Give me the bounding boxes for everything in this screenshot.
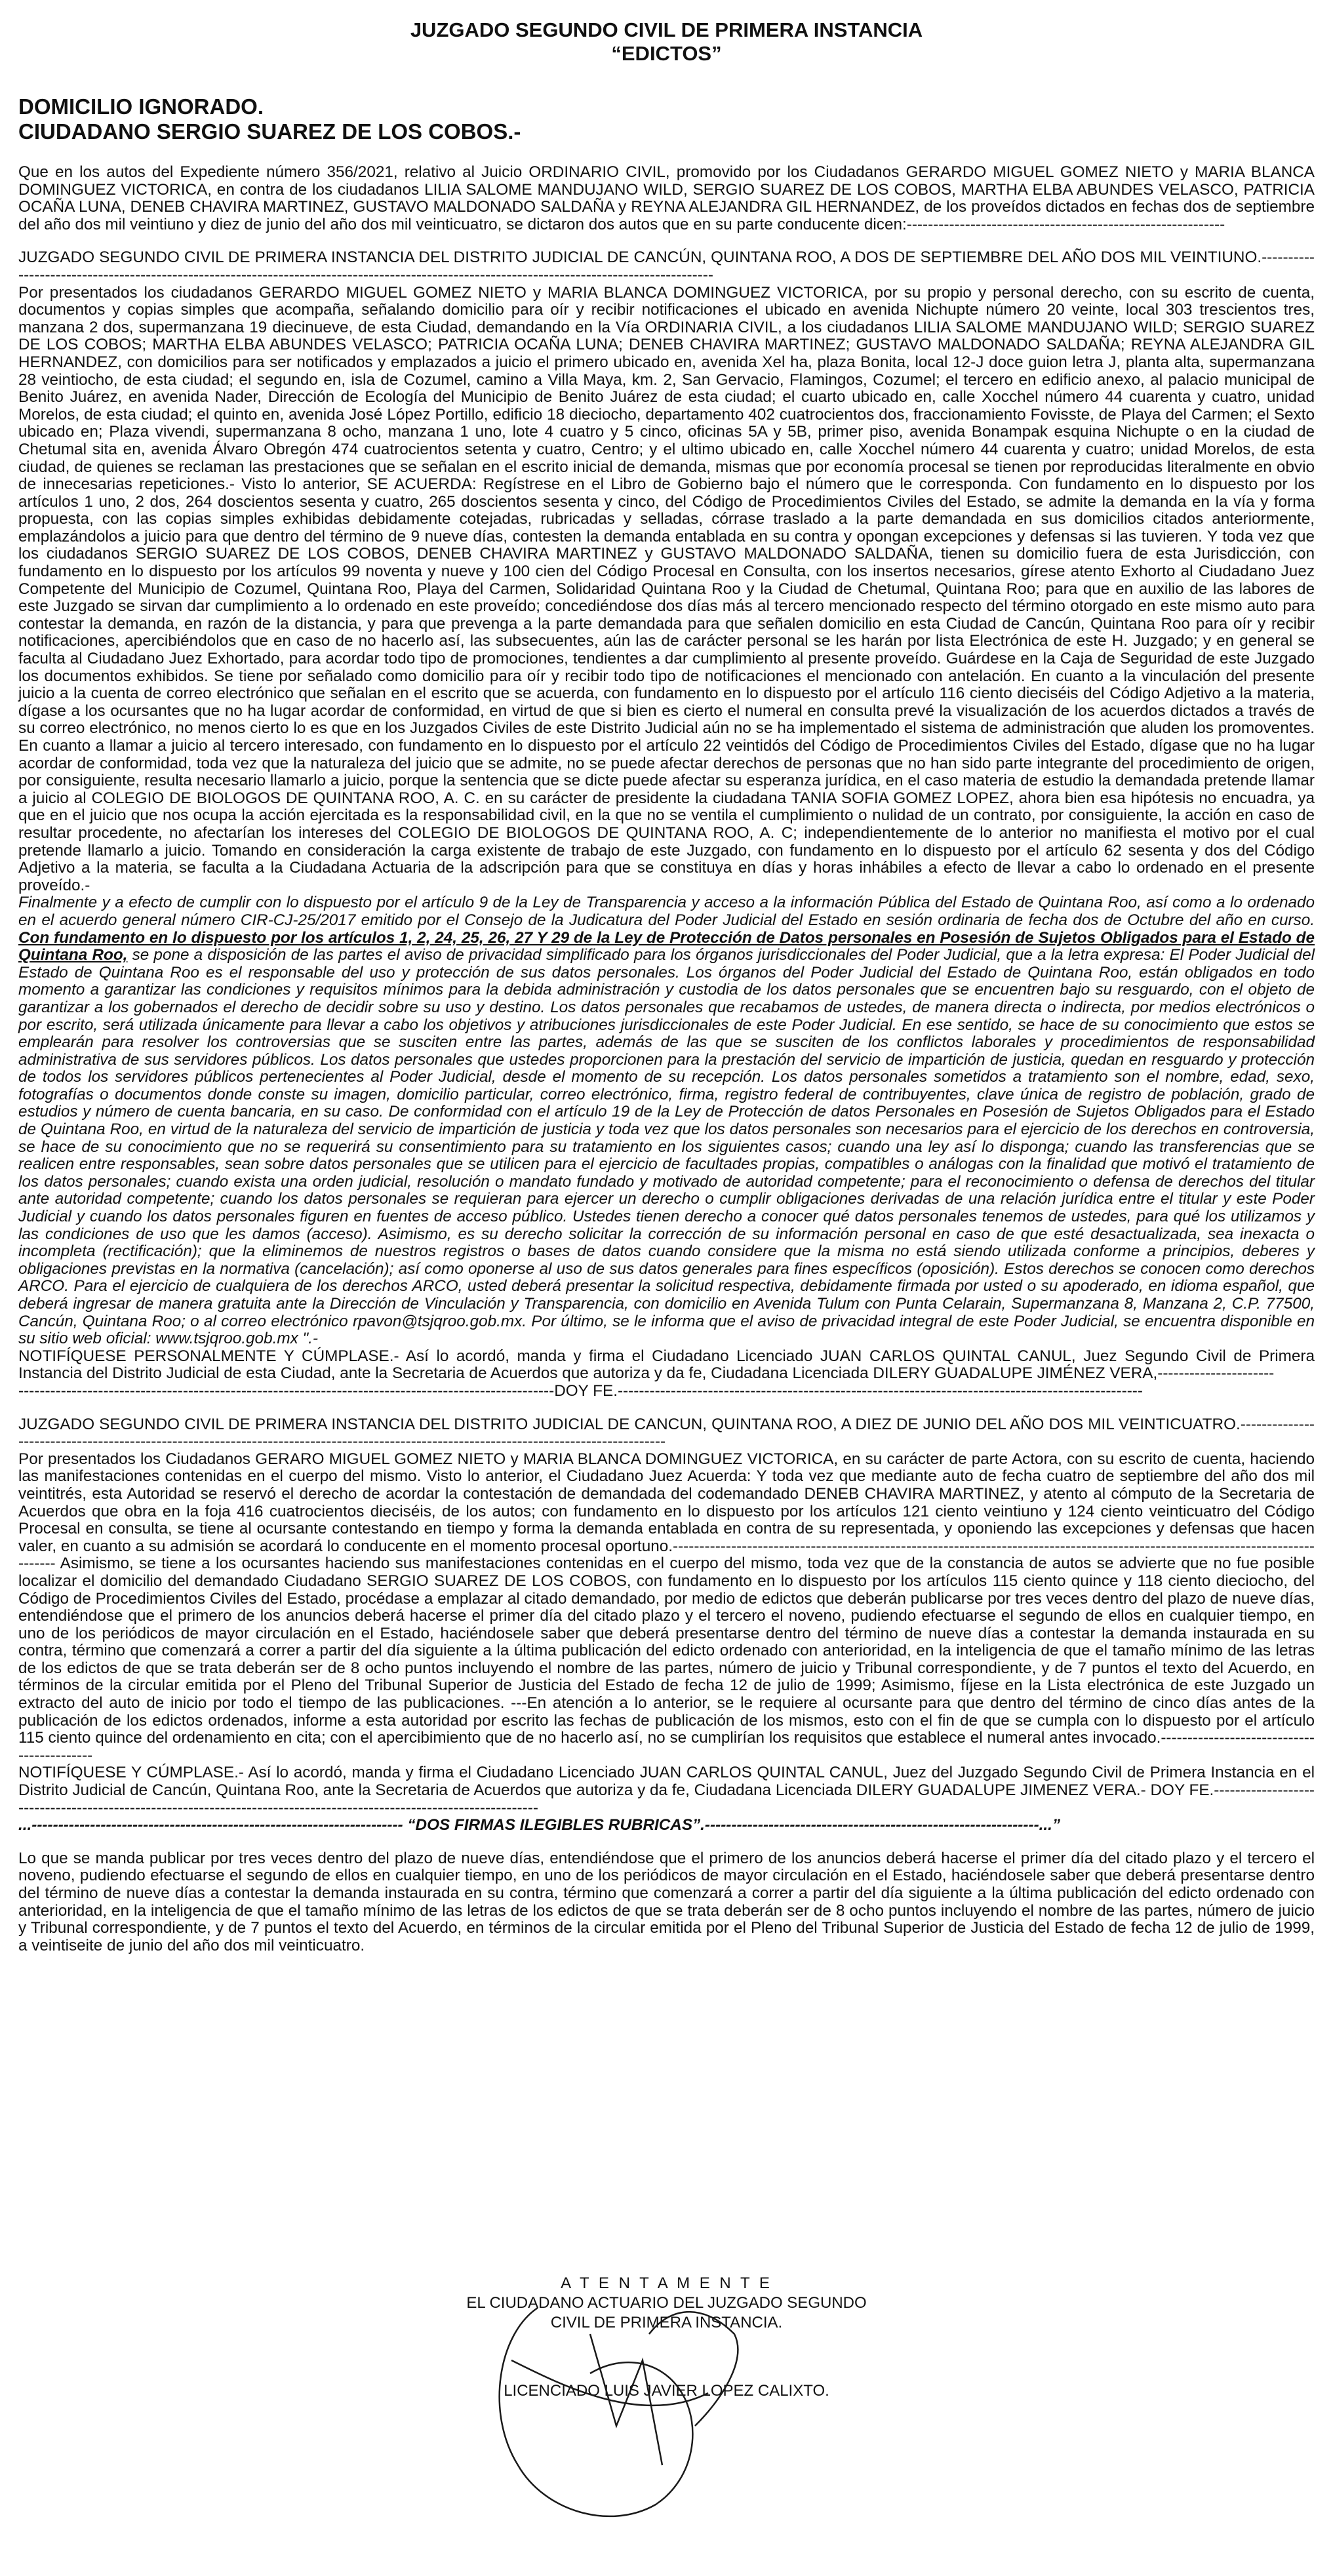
privacy-law: Con fundamento en lo dispuesto por los artículos 1, 2, 24, 25, 26, 27 Y 29 de la Ley de Protección de Datos personales en Posesión de Sujetos Obligados para el Estado de Quintana Roo, (18, 928, 1315, 964)
auto1-heading: JUZGADO SEGUNDO CIVIL DE PRIMERA INSTANCIA DEL DISTRITO JUDICIAL DE CANCÚN, QUINTANA ROO, A DOS DE SEPTIEMBRE DEL AÑO DOS MIL VEINTIUNO.--------------------------------------------------------------------------------------------------------------------------------------------- (18, 248, 1315, 284)
auto1-doy-fe: -----------------------------------------------------------------------------------------------------DOY FE.--------------------------------------------------------------------------------------------------- (18, 1382, 1143, 1400)
signature-name: LICENCIADO LUIS JAVIER LOPEZ CALIXTO. (504, 2382, 829, 2400)
auto2-heading: JUZGADO SEGUNDO CIVIL DE PRIMERA INSTANCIA DEL DISTRITO JUDICIAL DE CANCUN, QUINTANA ROO, A DIEZ DE JUNIO DEL AÑO DOS MIL VEINTICUATRO.---------------------------------------------------------------------------------------------------------------------------------------- (18, 1415, 1315, 1451)
signature-title-line1: EL CIUDADANO ACTUARIO DEL JUZGADO SEGUNDO (466, 2294, 867, 2312)
signature-atentamente: A T E N T A M E N T E (561, 2274, 772, 2292)
auto1-closing: NOTIFÍQUESE PERSONALMENTE Y CÚMPLASE.- Así lo acordó, manda y firma el Ciudadano Licenciado JUAN CARLOS QUINTAL CANUL, Juez Segundo Civil de Primera Instancia del Distrito Judicial de esta Ciudad, ante la Secretaria de Acuerdos que autoriza y da fe, Ciudadana Licenciada DILERY GUADALUPE JIMÉNEZ VERA,---------------------- (18, 1347, 1315, 1383)
auto2-body: Por presentados los Ciudadanos GERARO MIGUEL GOMEZ NIETO y MARIA BLANCA DOMINGUEZ VICTORICA, en su carácter de parte Actora, con su escrito de cuenta, haciendo las manifestaciones contenidas en el cuerpo del mismo. Visto lo anterior, el Ciudadano Juez Acuerda: Y toda vez que mediante auto de fecha cuatro de septiembre del año dos mil veintitrés, esta Autoridad se reservó el derecho de acordar la contestación de demandada del codemandado DENEB CHAVIRA MARTINEZ, y atento al cómputo de la Secretaria de Acuerdos que obra en la foja 416 cuatrocientos dieciséis, de los autos; con fundamento en lo dispuesto por los artículos 121 ciento veintiuno y 124 ciento veinticuatro del Código Procesal en consulta, se tiene al ocursante contestando en tiempo y forma la demanda entablada en contra de su representada, y oponiendo las excepciones y defensas que hacen valer, en cuanto a su admisión se acordará lo conducente en el momento procesal oportuno.-------------------------------------------------------------------------------------------------------------------------------- Asimismo, se tiene a los ocursantes haciendo sus manifestaciones contenidas en el cuerpo del mismo, toda vez que de la constancia de autos se advierte que no fue posible localizar el domicilio del demandado Ciudadano SERGIO SUAREZ DE LOS COBOS, con fundamento en lo dispuesto por los artículos 115 ciento quince y 118 ciento dieciocho, del Código de Procedimientos Civiles del Estado, procédase a emplazar al citado demandado, por medio de edictos que deberán publicarse por tres veces dentro del plazo de nueve días, entendiéndose que el primero de los anuncios deberá hacerse el primer día del citado plazo y el tercero el noveno, pudiendo efectuarse el segundo de ellos en cualquier tiempo, en uno de los periódicos de mayor circulación en el Estado, haciéndosele saber que deberá presentarse dentro del término de nueve días a contestar la demanda instaurada en su contra, término que comenzará a correr a partir del día siguiente a la última publicación del edicto ordenado con anterioridad, en la inteligencia de que el tamaño mínimo de las letras de los edictos de que se trata deberán ser de 8 ocho puntos incluyendo el nombre de las partes, número de juicio y Tribunal correspondiente, y de 7 puntos el texto del Acuerdo, en términos de la circular emitida por el Pleno del Tribunal Superior de Justicia del Estado de fecha 12 de julio de 1999; Asimismo, fíjese en la Lista electrónica de este Juzgado un extracto del auto de inicio por todo el tiempo de las publicaciones. ---En atención a lo anterior, se le requiere al ocursante para que dentro del término de cinco días antes de la publicación de los edictos ordenados, informe a esta autoridad por escrito las fechas de publicación de los mismos, esto con el fin de que se cumpla con lo dispuesto por el artículo 115 ciento quince del ordenamiento en cita; con el apercibimiento que de no hacerlo así, no se cumplirían los requisitos que establece el numeral antes invocado.------------------------------------------- (18, 1450, 1315, 1764)
auto2-closing: NOTIFÍQUESE Y CÚMPLASE.- Así lo acordó, manda y firma el Ciudadano Licenciado JUAN CARLOS QUINTAL CANUL, Juez del Juzgado Segundo Civil de Primera Instancia en el Distrito Judicial de Cancún, Quintana Roo, ante la Secretaria de Acuerdos que autoriza y da fe, Ciudadana Licenciada DILERY GUADALUPE JIMENEZ VERA.- DOY FE.--------------------------------------------------------------------------------------------------------------------- (18, 1764, 1315, 1817)
auto1-body: Por presentados los ciudadanos GERARDO MIGUEL GOMEZ NIETO y MARIA BLANCA DOMINGUEZ VICTORICA, por su propio y personal derecho, con su escrito de cuenta, documentos y copias simples que acompaña, señalando domicilio para oír y recibir notificaciones el ubicado en avenida Nichupte número 20 veinte, local 303 trescientos tres, manzana 2 dos, supermanzana 19 diecinueve, de esta Ciudad, demandando en la Vía ORDINARIA CIVIL, a los ciudadanos LILIA SALOME MANDUJANO WILD; SERGIO SUAREZ DE LOS COBOS; MARTHA ELBA ABUNDES VELASCO; PATRICIA OCAÑA LUNA; DENEB CHAVIRA MARTINEZ; GUSTAVO MALDONADO SALDAÑA; REYNA ALEJANDRA GIL HERNANDEZ, con domicilios para ser notificados y emplazados a juicio el primero ubicado en, avenida Xel ha, plaza Bonita, local 12-J doce guion letra J, planta alta, supermanzana 28 veintiocho, de esta ciudad; el segundo en, isla de Cozumel, camino a Villa Maya, km. 2, San Gervacio, Flamingos, Cozumel; el tercero en edificio anexo, al palacio municipal de Benito Juárez, en avenida Nader, Dirección de Ecología del Municipio de Benito Juárez de esta ciudad; el cuarto ubicado en, calle Xocchel número 44 cuarenta y cuatro, unidad Morelos, de esta ciudad; el quinto en, avenida José López Portillo, edificio 18 dieciocho, departamento 402 cuatrocientos dos, fraccionamiento Fovisste, de Playa del Carmen; el Sexto ubicado en; Plaza vivendi, supermanzana 8 ocho, manzana 1 uno, lote 4 cuatro y 5 cinco, oficinas 5A y 5B, primer piso, avenida Bonampak esquina Nichupte o en la ciudad de Chetumal sita en, avenida Álvaro Obregón 474 cuatrocientos setenta y cuatro, Centro; y el ultimo ubicado en, calle Xocchel número 44 cuarenta y cuatro; unidad Morelos, de esta ciudad, de quienes se reclaman las prestaciones que se señalan en el escrito inicial de demanda, mismas que por economía procesal se tienen por reproducidas literalmente en obvio de innecesarias repeticiones.- Visto lo anterior, SE ACUERDA: Regístrese en el Libro de Gobierno bajo el número que le corresponda. Con fundamento en lo dispuesto por los artículos 1 uno, 2 dos, 264 doscientos sesenta y cuatro, 265 doscientos sesenta y cinco, del Código de Procedimientos Civiles del Estado, se admite la demanda en la vía y forma propuesta, con las copias simples exhibidas debidamente cotejadas, rubricadas y selladas, córrase traslado a la parte demandada en sus domicilios citados anteriormente, emplazándolos a juicio para que dentro del término de 9 nueve días, contesten la demanda entablada en su contra y opongan excepciones y defensas si las tuvieren. Y toda vez que los ciudadanos SERGIO SUAREZ DE LOS COBOS, DENEB CHAVIRA MARTINEZ y GUSTAVO MALDONADO SALDAÑA, tienen su domicilio fuera de esta Jurisdicción, con fundamento en lo dispuesto por los artículos 99 noventa y nueve y 100 cien del Código Procesal en Consulta, con los insertos necesarios, gírese atento Exhorto al Ciudadano Juez Competente del Municipio de Cozumel, Quintana Roo, Playa del Carmen, Solidaridad Quintana Roo y la Ciudad de Chetumal, Quintana Roo; para que en auxilio de las labores de este Juzgado se sirvan dar cumplimiento a lo ordenado en este proveído; concediéndose dos días más al tercero mencionado respecto del término otorgado en este mismo auto para contestar la demanda, en razón de la distancia, y para que prevenga a la parte demandada para que señalen domicilio en esta Ciudad de Cancún, Quintana Roo para oír y recibir notificaciones, apercibiéndolos que en caso de no hacerlo así, las subsecuentes, aún las de carácter personal se les harán por lista Electrónica de este H. Juzgado; y en general se faculta al Ciudadano Juez Exhortado, para acordar todo tipo de promociones, tendientes a dar cumplimiento al presente proveído. Guárdese en la Caja de Seguridad de este Juzgado los documentos exhibidos. Se tiene por señalado como domicilio para oír y recibir todo tipo de notificaciones el mencionado con antelación. En cuanto a la vinculación del presente juicio a la cuenta de correo electrónico que señalan en el escrito que se acuerda, con fundamento en lo dispuesto por el artículo 116 ciento dieciséis del Código Adjetivo a la materia, dígase a los ocursantes que no ha lugar acordar de conformidad, en virtud de que si bien es cierto el numeral en consulta prevé la visualización de los acuerdos dictados a través de su correo electrónico, no menos cierto lo es que en los Juzgados Civiles de este Distrito Judicial aún no se ha implementado el sistema de administración que aluden los promoventes. En cuanto a llamar a juicio al tercero interesado, con fundamento en lo dispuesto por el artículo 22 veintidós del Código de Procedimientos Civiles del Estado, dígase que no ha lugar acordar de conformidad, toda vez que la naturaleza del juicio que se admite, no se puede afectar derechos de personas que no han sido parte integrante del procedimiento de origen, por consiguiente, resulta necesario llamarlo a juicio, porque la sentencia que se dicte puede afectar su esperanza jurídica, en el caso materia de estudio la demandada pretende llamar a juicio al COLEGIO DE BIOLOGOS DE QUINTANA ROO, A. C. en su carácter de presidente la ciudadana TANIA SOFIA GOMEZ LOPEZ, ahora bien esa hipótesis no encuadra, ya que en el juicio que nos ocupa la acción ejercitada es la responsabilidad civil, en la que no se ventila el cumplimiento o nulidad de un contrato, por consiguiente, la acción en caso de resultar procedente, no afectarían los intereses del COLEGIO DE BIOLOGOS DE QUINTANA ROO, A. C; independientemente de lo anterior no manifiesta el motivo por el cual pretende llamarlo a juicio. Tomando en consideración la carga existente de trabajo de este Juzgado, con fundamento en lo dispuesto por el artículo 62 sesenta y dos del Código Adjetivo a la materia, se faculta a la Ciudadana Actuaria de la adscripción para que se constituya en días y horas inhábiles a efecto de llevar a cabo lo ordenado en el presente proveído.- (18, 283, 1315, 894)
publication-paragraph: Lo que se manda publicar por tres veces dentro del plazo de nueve días, entendiéndose que el primero de los anuncios deberá hacerse el primer día del citado plazo y el tercero el noveno, pudiendo efectuarse el segundo de ellos en cualquier tiempo, en uno de los periódicos de mayor circulación en el Estado, haciéndosele saber que deberá presentarse dentro del término de nueve días a contestar la demanda instaurada en su contra, término que comenzará a correr a partir del día siguiente a la última publicación del edicto ordenado con anterioridad, en la inteligencia de que el tamaño mínimo de las letras de los edictos de que se trata deberán ser de 8 ocho puntos incluyendo el nombre de las partes, número de juicio y Tribunal correspondiente, y de 7 puntos el texto del Acuerdo, en términos de la circular emitida por el Pleno del Tribunal Superior de Justicia del Estado de fecha 12 de julio de 1999, a veintiseite de junio del año dos mil veinticuatro. (18, 1849, 1315, 1954)
addressee-name: CIUDADANO SERGIO SUAREZ DE LOS COBOS.- (18, 119, 521, 144)
privacy-notice: se pone a disposición de las partes el aviso de privacidad simplificado para los órganos jurisdiccionales del Poder Judicial, que a la letra expresa: El Poder Judicial del Estado de Quintana Roo es el responsable del uso y protección de sus datos personales. Los órganos del Poder Judicial del Estado de Quintana Roo, están obligados en todo momento a garantizar las condiciones y requisitos mínimos para la debida administración y custodia de los datos personales que se encuentren bajo su resguardo, con el objeto de garantizar a los gobernados el derecho de decidir sobre su uso y destino. Los datos personales que recabamos de ustedes, de manera directa o indirecta, por medios electrónicos o por escrito, será utilizada únicamente para llevar a cabo los objetivos y atribuciones jurisdiccionales de este Poder Judicial. En ese sentido, se hace de su conocimiento que estos se emplearán para resolver los controversias que se susciten entre las partes, además de las que se susciten de los conflictos laborales y procedimientos de responsabilidad administrativa de sus servidores públicos. Los datos personales que ustedes proporcionen para la prestación del servicio de impartición de justicia, quedan en resguardo y protección de todos los servidores públicos pertenecientes al Poder Judicial, desde el momento de su recepción. Los datos personales sometidos a tratamiento son el nombre, edad, sexo, fotografías o documentos donde conste su imagen, domicilio particular, correo electrónico, firma, registro federal de contribuyentes, clave única de registro de población, grado de estudios y número de cuenta bancaria, en su caso. De conformidad con el artículo 19 de la Ley de Protección de datos Personales en Posesión de Sujetos Obligados para el Estado de Quintana Roo, en virtud de la naturaleza del servicio de impartición de justicia y toda vez que los datos personales son necesarios para el ejercicio de los derechos en controversia, se hace de su conocimiento que no se requerirá su consentimiento para su tratamiento en los siguientes casos; cuando una ley así lo disponga; cuando las transferencias que se realicen entre responsables, sean sobre datos personales que se utilicen para el ejercicio de facultades propias, compatibles o análogas con la finalidad que motivó el tratamiento de los datos personales; cuando exista una orden judicial, resolución o mandato fundado y motivado de autoridad competente; para el reconocimiento o defensa de derechos del titular ante autoridad competente; cuando los datos personales se requieran para ejercer un derecho o cumplir obligaciones derivadas de una relación jurídica entre el titular y este Poder Judicial y cuando los datos personales figuren en fuentes de acceso público. Ustedes tienen derecho a conocer qué datos personales tenemos de ustedes, para qué los utilizamos y las condiciones de uso que les damos (acceso). Asimismo, es su derecho solicitar la corrección de su información personal en caso de que esté desactualizada, sea inexacta o incompleta (rectificación); que la eliminemos de nuestros registros o bases de datos cuando considere que la misma no está siendo utilizada conforme a principios, deberes y obligaciones previstas en la normativa (cancelación); así como oponerse al uso de sus datos generales para fines específicos (oposición). Estos derechos se conocen como derechos ARCO. Para el ejercicio de cualquiera de los derechos ARCO, usted deberá presentar la solicitud respectiva, debidamente firmada por usted o su apoderado, en idioma español, que deberá ingresar de manera gratuita ante la Dirección de Vinculación y Transparencia, con domicilio en Avenida Tulum con Punta Celarain, Supermanzana 8, Manzana 2, C.P. 77500, Cancún, Quintana Roo; o al correo electrónico rpavon@tsjqroo.gob.mx. Por último, se le informa que el aviso de privacidad integral de este Poder Judicial, se encuentra disponible en su sitio web oficial: www.tsjqroo.gob.mx ".- (18, 946, 1315, 1348)
signature-title-line2: CIVIL DE PRIMERA INSTANCIA. (550, 2314, 783, 2331)
court-title: JUZGADO SEGUNDO CIVIL DE PRIMERA INSTANCIA (410, 18, 923, 41)
document-subtitle: “EDICTOS” (611, 42, 722, 65)
privacy-intro: Finalmente y a efecto de cumplir con lo dispuesto por el artículo 9 de la Ley de Transparencia y acceso a la información Pública del Estado de Quintana Roo, así como a lo ordenado en el acuerdo general número CIR-CJ-25/2017 emitido por el Consejo de la Judicatura del Poder Judicial del Estado en sesión ordinaria de fecha dos de Octubre del año en curso. (18, 894, 1315, 929)
addressee-domicile: DOMICILIO IGNORADO. (18, 94, 264, 119)
intro-paragraph: Que en los autos del Expediente número 356/2021, relativo al Juicio ORDINARIO CIVIL, promovido por los Ciudadanos GERARDO MIGUEL GOMEZ NIETO y MARIA BLANCA DOMINGUEZ VICTORICA, en contra de los ciudadanos LILIA SALOME MANDUJANO WILD, SERGIO SUAREZ DE LOS COBOS, MARTHA ELBA ABUNDES VELASCO, PATRICIA OCAÑA LUNA, DENEB CHAVIRA MARTINEZ, GUSTAVO MALDONADO SALDAÑA y REYNA ALEJANDRA GIL HERNANDEZ, de los proveídos dictados en fechas dos de septiembre del año dos mil veintiuno y diez de junio del año dos mil veinticuatro, se dictaron dos autos que en su parte conducente dicen:------------------------------------------------------------ (18, 163, 1315, 233)
signatures-note: ...---------------------------------------------------------------------- “DOS FIRMAS ILEGIBLES RUBRICAS”.---------------------------------------------------------------...” (18, 1817, 1061, 1834)
